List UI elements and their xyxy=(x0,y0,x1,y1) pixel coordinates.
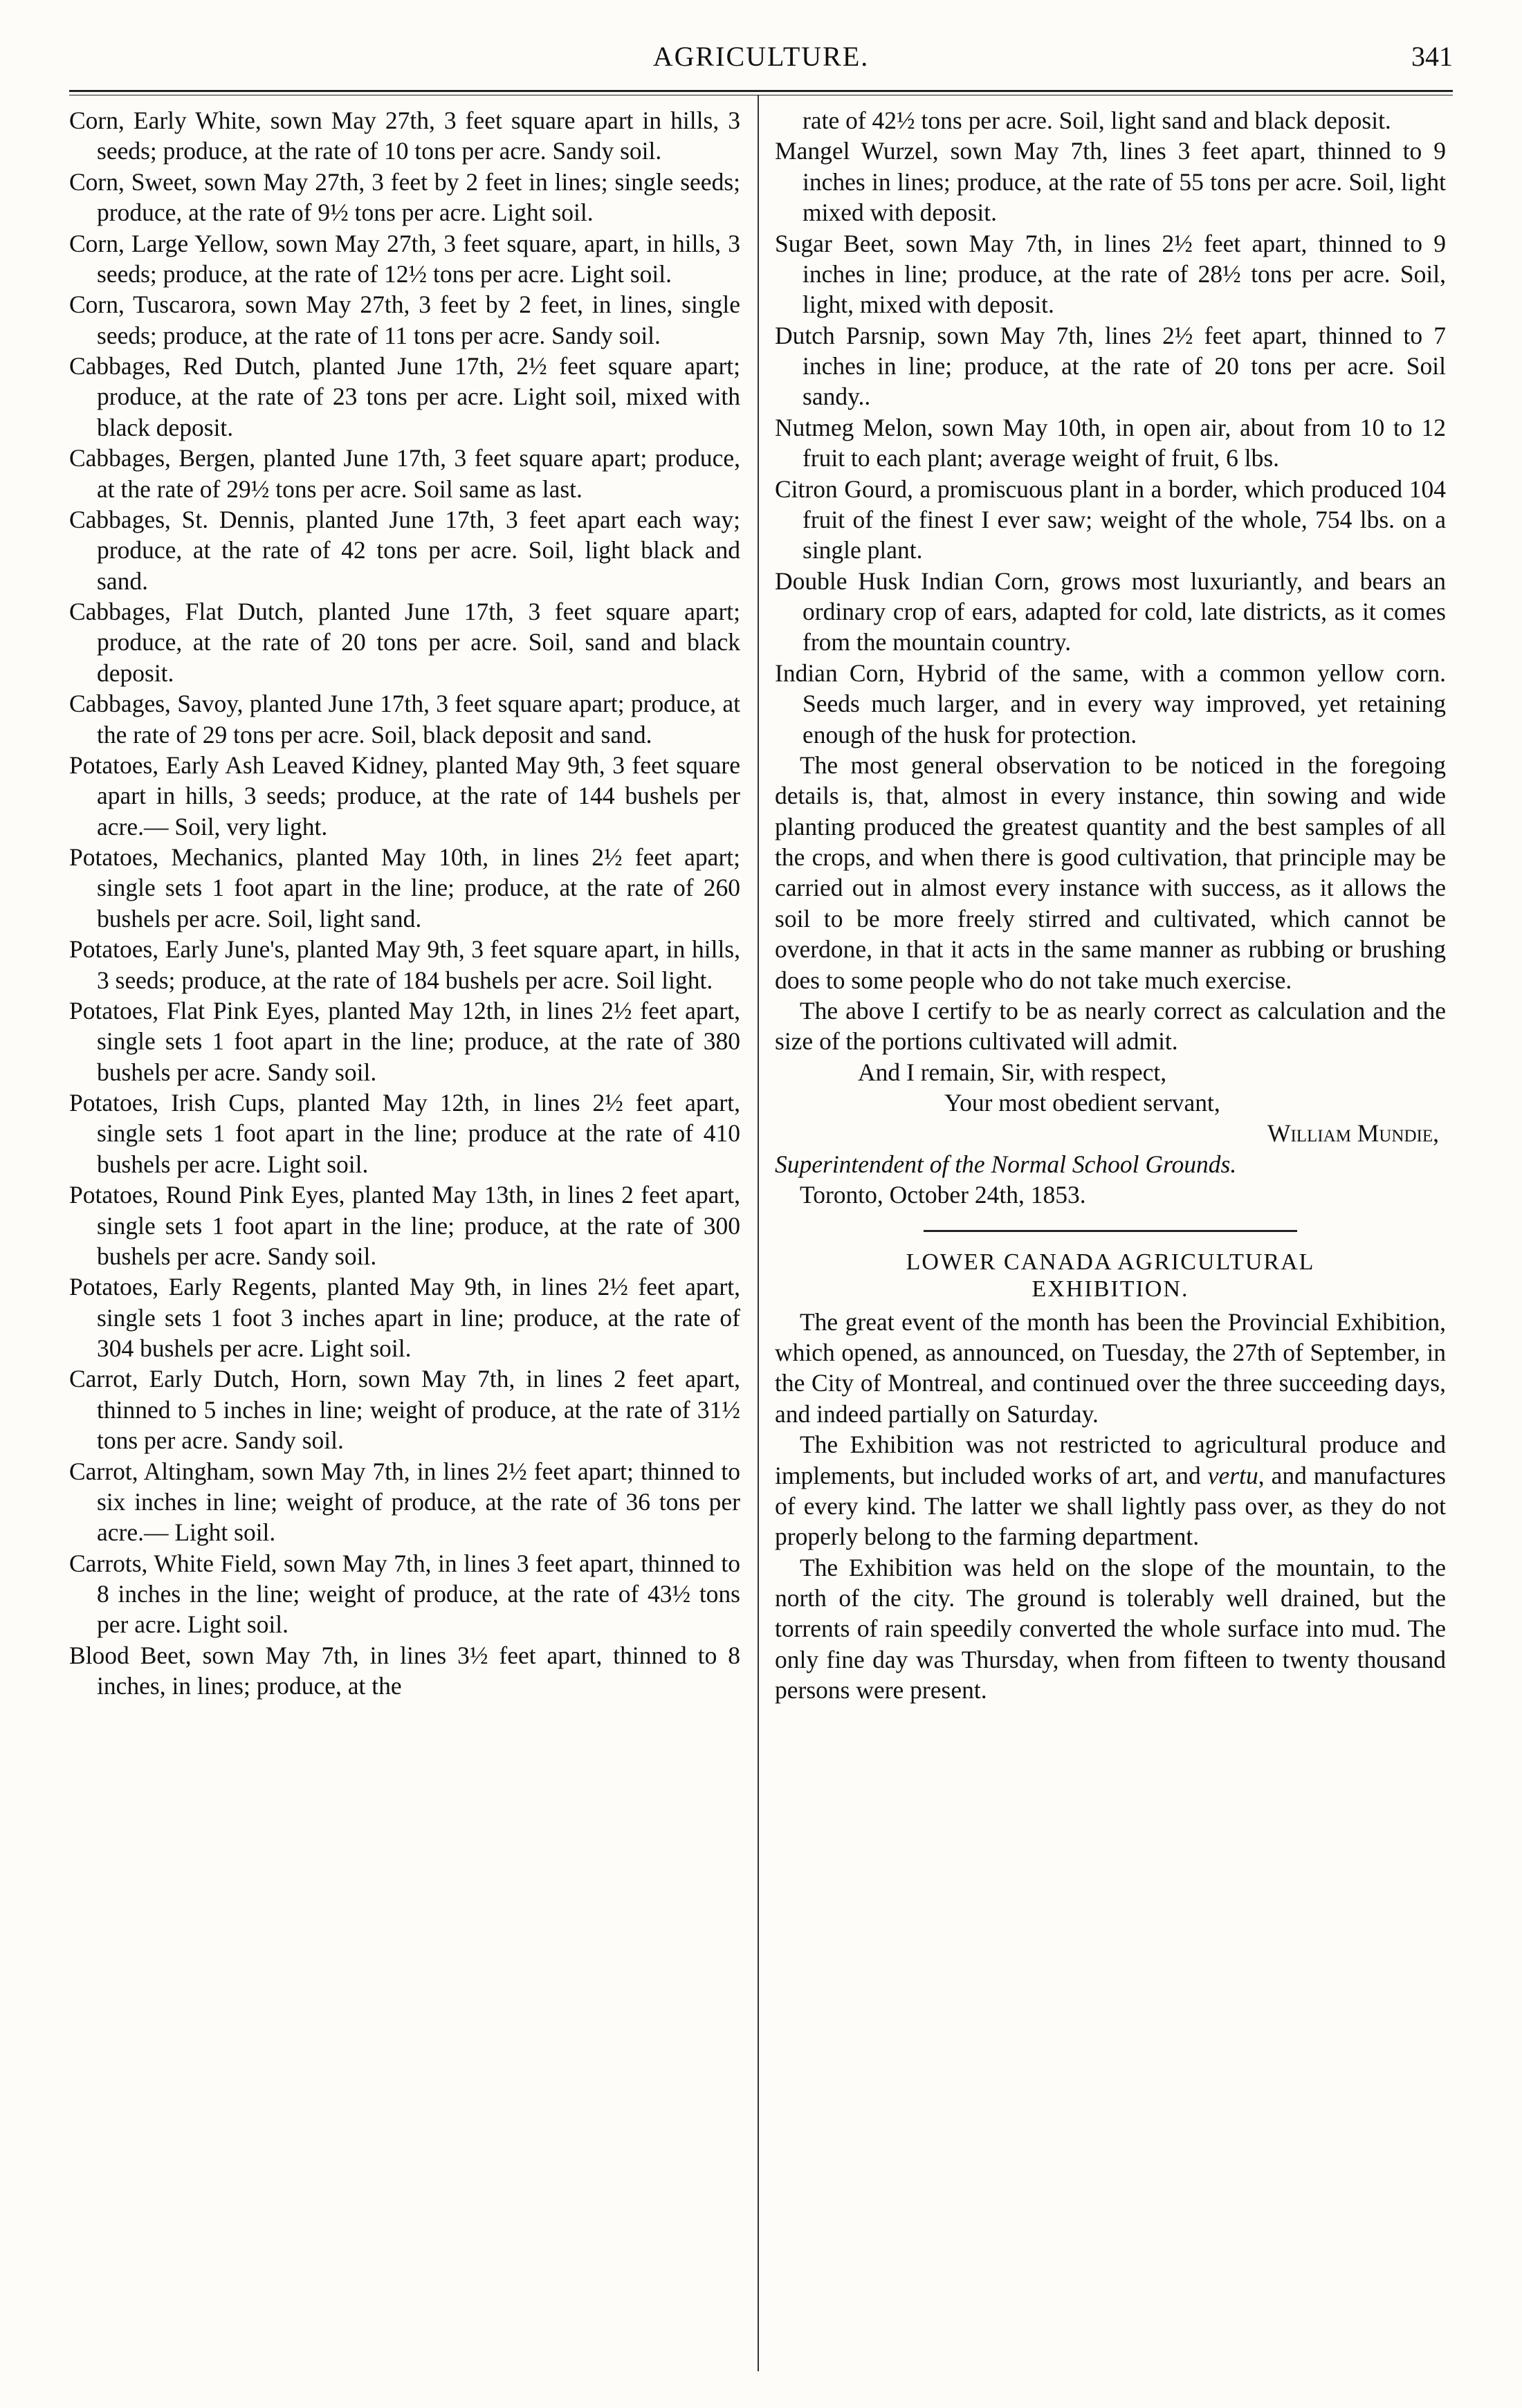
entry-carrot-altingham: Carrot, Altingham, sown May 7th, in lines 2½ feet apart; thinned to six inches in line; weight of produce, at the rate of 36 tons per acre.— Light soil. xyxy=(69,1457,740,1547)
left-column xyxy=(69,105,740,1702)
entry-potatoes-round-pink-eyes: Potatoes, Round Pink Eyes, planted May 13th, in lines 2 feet apart, single sets 1 foot apart in the line; produce, at the rate of 300 bushels per acre. Sandy soil. xyxy=(69,1181,740,1270)
entry-potatoes-early-junes: Potatoes, Early June's, planted May 9th, 3 feet square apart, in hills, 3 seeds; produce, at the rate of 184 bushels per acre. Soil light. xyxy=(69,935,740,994)
dateline: Toronto, October 24th, 1853. xyxy=(800,1181,1086,1209)
entry-potatoes-flat-pink-eyes: Potatoes, Flat Pink Eyes, planted May 12th, in lines 2½ feet apart, single sets 1 foot apart in the line; produce, at the rate of 380 bushels per acre. Sandy soil. xyxy=(69,996,740,1086)
entry-corn-sweet: Corn, Sweet, sown May 27th, 3 feet by 2 feet in lines; single seeds; produce, at the rate of 9½ tons per acre. Light soil. xyxy=(69,167,740,227)
entry-indian-corn-hybrid: Indian Corn, Hybrid of the same, with a common yellow corn. Seeds much larger, and in every way improved, yet retaining enough of the husk for protection. xyxy=(775,659,1446,748)
entry-corn-tuscarora: Corn, Tuscarora, sown May 27th, 3 feet by 2 feet, in lines, single seeds; produce, at the rate of 11 tons per acre. Sandy soil. xyxy=(69,291,740,349)
entry-sugar-beet: Sugar Beet, sown May 7th, in lines 2½ feet apart, thinned to 9 inches in line; produce, at the rate of 28½ tons per acre. Soil, light, mixed with deposit. xyxy=(775,229,1446,319)
page-number: 341 xyxy=(1411,41,1453,72)
section-title-line-2: EXHIBITION. xyxy=(1032,1276,1189,1302)
entry-dutch-parsnip: Dutch Parsnip, sown May 7th, lines 2½ feet apart, thinned to 7 inches in line; produce, at the rate of 20 tons per acre. Soil sandy.. xyxy=(775,321,1446,411)
entry-citron-gourd: Citron Gourd, a promiscuous plant in a border, which produced 104 fruit of the finest I ever saw; weight of the whole, 754 lbs. on a single plant. xyxy=(775,475,1446,564)
entry-cabbages-flat-dutch: Cabbages, Flat Dutch, planted June 17th, 3 feet square apart; produce, at the rate of 20 tons per acre. Soil, sand and black deposit. xyxy=(69,598,740,687)
right-column xyxy=(775,105,1446,1706)
signature-title: Superintendent of the Normal School Grounds. xyxy=(775,1150,1237,1178)
entry-potatoes-irish-cups: Potatoes, Irish Cups, planted May 12th, in lines 2½ feet apart, single sets 1 foot apart in the line; produce at the rate of 410 bushels per acre. Light soil. xyxy=(69,1089,740,1178)
entry-nutmeg-melon: Nutmeg Melon, sown May 10th, in open air, about from 10 to 12 fruit to each plant; average weight of fruit, 6 lbs. xyxy=(775,413,1446,472)
exhibition-paragraph-2 xyxy=(775,1429,1446,1552)
header-rule xyxy=(69,90,1453,95)
certify-paragraph: The above I certify to be as nearly correct as calculation and the size of the portions cultivated will admit. xyxy=(775,996,1446,1056)
vertu-italic: vertu xyxy=(1207,1461,1258,1489)
entry-potatoes-early-regents: Potatoes, Early Regents, planted May 9th, in lines 2½ feet apart, single sets 1 foot 3 inches apart in line; produce, at the rate of 304 bushels per acre. Light soil. xyxy=(69,1273,740,1362)
entry-blood-beet: Blood Beet, sown May 7th, in lines 3½ feet apart, thinned to 8 inches, in lines; produce, at the xyxy=(69,1641,740,1700)
entry-cabbages-savoy: Cabbages, Savoy, planted June 17th, 3 feet square apart; produce, at the rate of 29 tons per acre. Soil, black deposit and sand. xyxy=(69,690,740,748)
entry-corn-large-yellow: Corn, Large Yellow, sown May 27th, 3 feet square, apart, in hills, 3 seeds; produce, at the rate of 12½ tons per acre. Light soil. xyxy=(69,229,740,288)
entry-carrots-white-field: Carrots, White Field, sown May 7th, in lines 3 feet apart, thinned to 8 inches in the line; weight of produce, at the rate of 43½ tons per acre. Light soil. xyxy=(69,1549,740,1639)
section-title: LOWER CANADA AGRICULTURAL xyxy=(906,1249,1315,1275)
entry-double-husk-corn: Double Husk Indian Corn, grows most luxuriantly, and bears an ordinary crop of ears, adapted for cold, late districts, as it comes from the mountain country. xyxy=(775,567,1446,656)
page-header xyxy=(69,40,1453,82)
entry-mangel-wurzel: Mangel Wurzel, sown May 7th, lines 3 feet apart, thinned to 9 inches in lines; produce, at the rate of 55 tons per acre. Soil, light mixed with deposit. xyxy=(775,137,1446,227)
entry-carrot-early-dutch: Carrot, Early Dutch, Horn, sown May 7th, in lines 2 feet apart, thinned to 5 inches in line; weight of produce, at the rate of 31½ tons per acre. Sandy soil. xyxy=(69,1365,740,1455)
section-divider xyxy=(924,1230,1297,1232)
closing-line-2: Your most obedient servant, xyxy=(944,1089,1220,1116)
running-head: AGRICULTURE. xyxy=(652,41,870,72)
entry-cabbages-st-dennis: Cabbages, St. Dennis, planted June 17th, 3 feet apart each way; produce, at the rate of 42 tons per acre. Soil, light black and sand. xyxy=(69,505,740,595)
entry-corn-early-white: Corn, Early White, sown May 27th, 3 feet square apart in hills, 3 seeds; produce, at the rate of 10 tons per acre. Sandy soil. xyxy=(69,107,740,165)
entry-blood-beet-continued: rate of 42½ tons per acre. Soil, light sand and black deposit. xyxy=(803,107,1391,134)
closing-line-1: And I remain, Sir, with respect, xyxy=(858,1058,1167,1086)
entry-potatoes-ash-leaved: Potatoes, Early Ash Leaved Kidney, planted May 9th, 3 feet square apart in hills, 3 seeds; produce, at the rate of 144 bushels per acre.— Soil, very light. xyxy=(69,751,740,840)
column-divider xyxy=(758,95,759,2371)
observation-paragraph: The most general observation to be noticed in the foregoing details is, that, almost in every instance, thin sowing and wide planting produced the greatest quantity and the best samples of all the crops, and when there is good cultivation, that principle may be carried out in almost every instance with success, as it allows the soil to be more freely stirred and cultivated, which cannot be overdone, in that it acts in the same manner as rubbing or brushing does to some people who do not take much exercise. xyxy=(775,751,1446,994)
exhibition-paragraph-1: The great event of the month has been the Provincial Exhibition, which opened, as announced, on Tuesday, the 27th of September, in the City of Montreal, and continued over the three succeeding days, and indeed partially on Saturday. xyxy=(775,1307,1446,1428)
entry-potatoes-mechanics: Potatoes, Mechanics, planted May 10th, in lines 2½ feet apart; single sets 1 foot apart in the line; produce, at the rate of 260 bushels per acre. Soil, light sand. xyxy=(69,843,740,932)
exhibition-paragraph-2-part-a: The Exhibition was not restricted to agricultural produce and implements, but included works of art, and xyxy=(775,1431,1446,1489)
exhibition-paragraph-2-part-b: , and manufactures of every kind. The latter we shall lightly pass over, as they do not properly belong to the farming department. xyxy=(775,1461,1447,1551)
entry-cabbages-bergen: Cabbages, Bergen, planted June 17th, 3 feet square apart; produce, at the rate of 29½ tons per acre. Soil same as last. xyxy=(69,444,740,503)
signature: William Mundie, xyxy=(1267,1119,1439,1148)
entry-cabbages-red-dutch: Cabbages, Red Dutch, planted June 17th, 2½ feet square apart; produce, at the rate of 23 tons per acre. Light soil, mixed with black deposit. xyxy=(69,352,740,441)
exhibition-paragraph-3: The Exhibition was held on the slope of the mountain, to the north of the city. The ground is tolerably well drained, but the torrents of rain speedily converted the whole surface into mud. The only fine day was Thursday, when from fifteen to twenty thousand persons were present. xyxy=(775,1553,1446,1704)
